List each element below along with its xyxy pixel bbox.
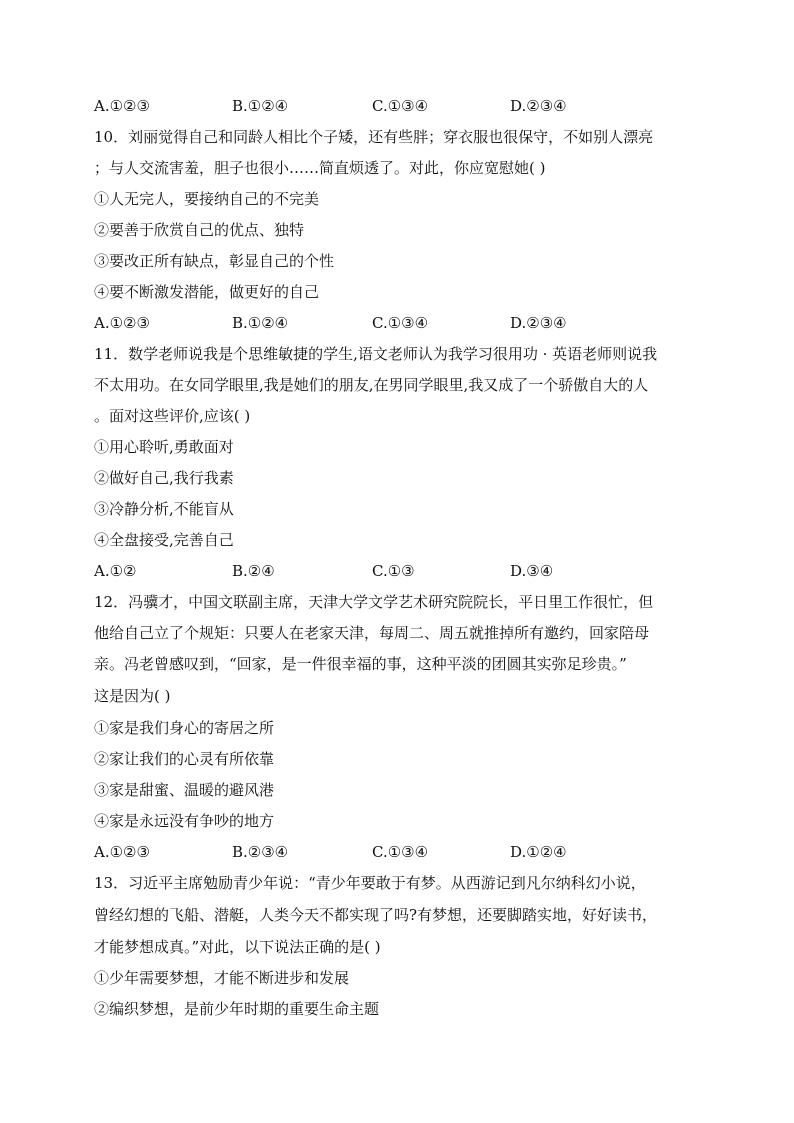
- q10-item-1: ①人无完人，要接纳自己的不完美: [94, 190, 320, 208]
- q10-stem-line: ；与人交流害羞，胆子也很小……简直烦透了。对此，你应宽慰她( ): [94, 159, 546, 177]
- q11-stem-line: 。面对这些评价,应该( ): [94, 407, 251, 425]
- q13-stem-line: 才能梦想成真。”对此，以下说法正确的是( ): [94, 938, 381, 956]
- option-c: C.①③④: [372, 97, 429, 115]
- option-a: A.①②③: [94, 97, 150, 115]
- option-b: B.②④: [232, 562, 275, 580]
- q10-stem-line: 10．刘丽觉得自己和同龄人相比个子矮，还有些胖；穿衣服也很保守，不如别人漂亮: [94, 128, 654, 146]
- q12-item-4: ④家是永远没有争吵的地方: [94, 812, 275, 830]
- q11-item-2: ②做好自己,我行我素: [94, 469, 234, 487]
- option-d: D.③④: [510, 562, 554, 580]
- q12-stem-line: 12．冯骥才，中国文联副主席，天津大学文学艺术研究院院长，平日里工作很忙，但: [94, 593, 654, 611]
- option-a: A.①②③: [94, 314, 150, 332]
- q9-options: [94, 96, 654, 116]
- option-d: D.①②④: [510, 843, 567, 861]
- q13-stem-line: 13．习近平主席勉励青少年说：“青少年要敢于有梦。从西游记到凡尔纳科幻小说，: [94, 874, 646, 892]
- option-a: A.①②③: [94, 843, 150, 861]
- q12-item-1: ①家是我们身心的寄居之所: [94, 719, 275, 737]
- option-c: C.①③④: [372, 843, 429, 861]
- q12-stem-line: 他给自己立了个规矩：只要人在老家天津，每周二、周五就推掉所有邀约，回家陪母: [94, 624, 650, 642]
- q11-item-4: ④全盘接受,完善自己: [94, 531, 234, 549]
- q10-item-2: ②要善于欣赏自己的优点、独特: [94, 221, 305, 239]
- q13-stem-line: 曾经幻想的飞船、潜艇，人类今天不都实现了吗?有梦想，还要脚踏实地，好好读书，: [94, 906, 658, 924]
- option-d: D.②③④: [510, 97, 567, 115]
- q11-options: [94, 561, 654, 581]
- q11-stem-line: 11．数学老师说我是个思维敏捷的学生,语文老师认为我学习很用功 · 英语老师则说我: [94, 345, 658, 363]
- q13-item-1: ①少年需要梦想，才能不断进步和发展: [94, 969, 350, 987]
- q10-item-3: ③要改正所有缺点，彰显自己的个性: [94, 252, 335, 270]
- q12-options: [94, 842, 654, 862]
- option-c: C.①③④: [372, 314, 429, 332]
- q10-item-4: ④要不断激发潜能，做更好的自己: [94, 283, 320, 301]
- option-c: C.①③: [372, 562, 415, 580]
- q12-item-2: ②家让我们的心灵有所依靠: [94, 750, 275, 768]
- option-d: D.②③④: [510, 314, 567, 332]
- option-b: B.①②④: [232, 97, 289, 115]
- q12-item-3: ③家是甜蜜、温暖的避风港: [94, 781, 275, 799]
- q12-stem-line: 这是因为( ): [94, 687, 171, 705]
- q10-options: [94, 313, 654, 333]
- q11-item-1: ①用心聆听,勇敢面对: [94, 438, 234, 456]
- option-b: B.②③④: [232, 843, 289, 861]
- option-b: B.①②④: [232, 314, 289, 332]
- q13-item-2: ②编织梦想，是前少年时期的重要生命主题: [94, 1000, 380, 1018]
- q11-item-3: ③冷静分析,不能盲从: [94, 500, 234, 518]
- q12-stem-line: 亲。冯老曾感叹到，“回家，是一件很幸福的事，这种平淡的团圆其实弥足珍贵。”: [94, 655, 627, 673]
- q11-stem-line: 不太用功。在女同学眼里,我是她们的朋友,在男同学眼里,我又成了一个骄傲自大的人: [94, 376, 649, 394]
- option-a: A.①②: [94, 562, 137, 580]
